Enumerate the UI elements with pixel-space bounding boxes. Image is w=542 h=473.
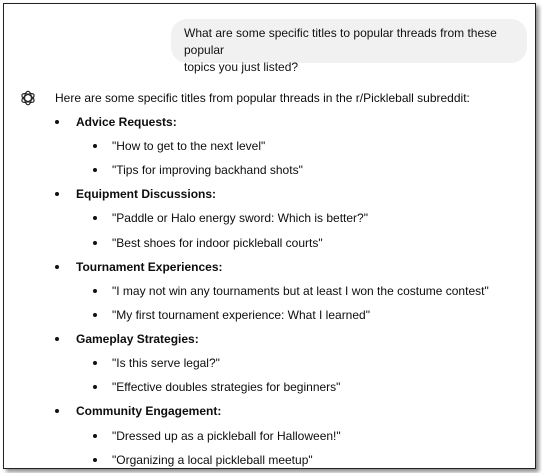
user-message-line-2: topics you just listed?: [184, 60, 299, 74]
category-label: Advice Requests:: [76, 115, 177, 129]
category-label: Gameplay Strategies:: [76, 332, 199, 346]
bullet: [55, 120, 59, 124]
bullet: [93, 289, 97, 293]
bullet: [93, 434, 97, 438]
chat-window: [3, 3, 536, 469]
bullet: [55, 409, 59, 413]
thread-title: "Dressed up as a pickleball for Halloween!": [112, 429, 341, 443]
bullet: [93, 216, 97, 220]
bullet: [55, 265, 59, 269]
category-label: Equipment Discussions:: [76, 187, 217, 201]
thread-title: "My first tournament experience: What I learned": [112, 308, 370, 322]
assistant-intro-text: Here are some specific titles from popular threads in the r/Pickleball subreddit:: [55, 91, 470, 105]
thread-title: "Best shoes for indoor pickleball courts": [112, 236, 323, 250]
thread-title: "Paddle or Halo energy sword: Which is better?": [112, 211, 368, 225]
user-message-bubble: [171, 19, 527, 74]
bullet: [93, 241, 97, 245]
openai-logo-icon: [19, 89, 37, 107]
bullet: [93, 144, 97, 148]
category-label: Community Engagement:: [76, 404, 222, 418]
user-message-line-1: What are some specific titles to popular threads from these popular: [184, 26, 497, 57]
bullet: [55, 192, 59, 196]
thread-title: "Effective doubles strategies for beginners": [112, 380, 341, 394]
thread-title: "Is this serve legal?": [112, 356, 220, 370]
thread-title: "Tips for improving backhand shots": [112, 163, 303, 177]
bullet: [93, 385, 97, 389]
bullet: [93, 313, 97, 317]
thread-title: "How to get to the next level": [112, 139, 266, 153]
bullet: [93, 361, 97, 365]
thread-title: "Organizing a local pickleball meetup": [112, 453, 313, 467]
bullet: [93, 168, 97, 172]
bullet: [93, 458, 97, 462]
bullet: [55, 337, 59, 341]
thread-title: "I may not win any tournaments but at least I won the costume contest": [112, 284, 489, 298]
category-label: Tournament Experiences:: [76, 260, 223, 274]
